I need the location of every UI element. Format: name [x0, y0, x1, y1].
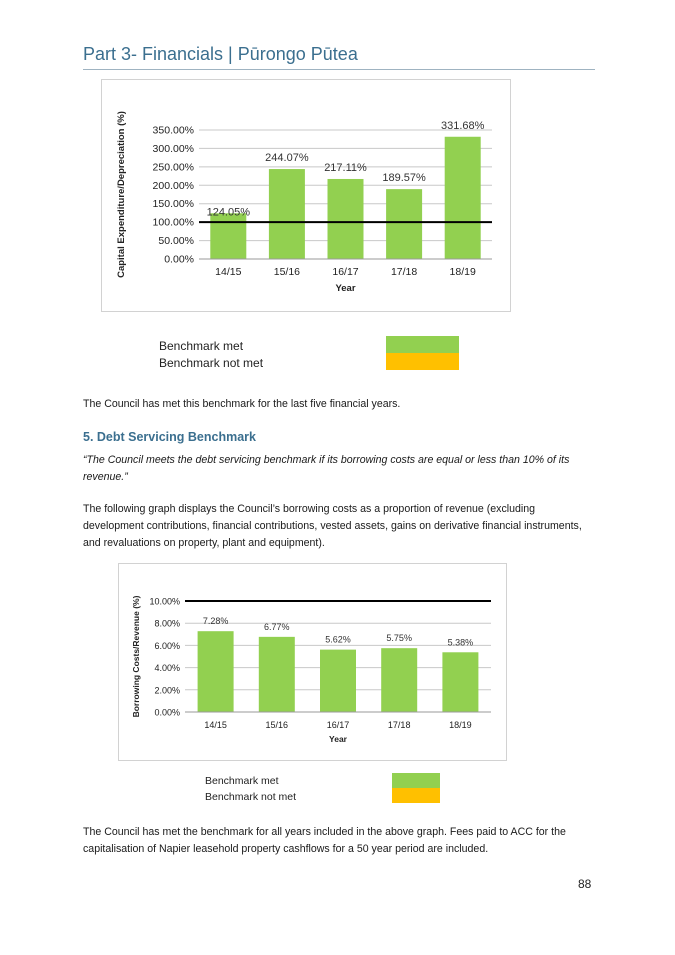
x-axis-title: Year	[329, 734, 347, 744]
bar	[198, 631, 234, 712]
legend-benchmark-met-swatch	[386, 336, 459, 353]
bar	[442, 652, 478, 712]
data-label: 331.68%	[440, 119, 485, 132]
x-tick-label: 17/18	[390, 266, 418, 278]
y-axis-title: Capital Expenditure/Depreciation (%)	[116, 111, 127, 278]
x-tick-label: 15/16	[265, 720, 289, 730]
bar	[269, 169, 305, 259]
data-label: 7.28%	[202, 616, 229, 627]
borrowing-costs-chart	[119, 564, 506, 760]
y-tick-label: 6.00%	[154, 640, 180, 651]
graph-description: The following graph displays the Council’s borrowing costs as a proportion of revenue (excluding development contributions, financial contributions, vested assets, gains on derivative financial instruments, and revaluations on property, plant and equipment).	[83, 503, 582, 549]
y-tick-label: 4.00%	[154, 663, 180, 674]
y-tick-label: 2.00%	[154, 685, 180, 696]
y-axis-title: Borrowing Costs/Revenue (%)	[131, 595, 141, 718]
legend2-benchmark-met-swatch	[392, 773, 440, 788]
capex-chart-frame	[101, 79, 511, 312]
x-tick-label: 18/19	[449, 720, 472, 730]
y-tick-label: 50.00%	[158, 235, 194, 248]
bar	[386, 189, 422, 259]
x-tick-label: 14/15	[215, 266, 242, 278]
data-label: 5.62%	[325, 634, 351, 645]
x-tick-label: 17/18	[387, 720, 411, 730]
legend2-benchmark-met-label: Benchmark met	[205, 775, 279, 787]
bar	[445, 137, 481, 259]
legend2-benchmark-not-met-swatch	[392, 788, 440, 803]
x-tick-label: 18/19	[449, 266, 476, 278]
x-tick-label: 16/17	[326, 720, 350, 730]
data-label: 6.77%	[264, 621, 290, 632]
y-tick-label: 0.00%	[164, 253, 194, 266]
y-tick-label: 100.00%	[152, 216, 194, 229]
x-tick-label: 15/16	[273, 266, 301, 278]
y-tick-label: 0.00%	[154, 707, 180, 718]
bar	[259, 637, 295, 712]
y-tick-label: 10.00%	[149, 596, 180, 607]
legend-benchmark-not-met-swatch	[386, 353, 459, 370]
y-tick-label: 300.00%	[152, 142, 194, 155]
bar	[381, 648, 417, 712]
legend-benchmark-met-label: Benchmark met	[159, 339, 244, 353]
y-tick-label: 250.00%	[152, 161, 194, 174]
data-label: 244.07%	[265, 152, 309, 165]
legend2-benchmark-not-met-label: Benchmark not met	[205, 791, 297, 803]
bar	[210, 213, 246, 259]
y-tick-label: 200.00%	[152, 179, 194, 192]
data-label: 5.75%	[386, 633, 412, 644]
x-tick-label: 14/15	[204, 720, 227, 730]
page-number: 88	[578, 877, 592, 891]
benchmark-met-statement: The Council has met this benchmark for the last five financial years.	[83, 398, 401, 410]
y-tick-label: 8.00%	[154, 618, 180, 629]
bar	[328, 179, 364, 259]
y-tick-label: 350.00%	[152, 124, 194, 137]
data-label: 217.11%	[324, 161, 367, 174]
bar	[320, 650, 356, 712]
y-tick-label: 150.00%	[152, 198, 194, 211]
x-axis-title: Year	[335, 283, 356, 294]
benchmark-quote: “The Council meets the debt servicing benchmark if its borrowing costs are equal or less than 10% of its revenue.”	[83, 454, 570, 483]
capex-depreciation-chart	[102, 80, 510, 311]
page-header-title: Part 3- Financials | Pūrongo Pūtea	[83, 44, 358, 64]
debt-servicing-chart-frame	[118, 563, 507, 761]
data-label: 124.05%	[206, 206, 251, 219]
data-label: 189.57%	[382, 172, 426, 185]
header-divider	[83, 69, 595, 70]
section-heading: 5. Debt Servicing Benchmark	[83, 430, 256, 444]
data-label: 5.38%	[447, 637, 474, 648]
x-tick-label: 16/17	[332, 266, 359, 278]
legend-benchmark-not-met-label: Benchmark not met	[159, 356, 264, 370]
benchmark-all-years-statement: The Council has met the benchmark for all years included in the above graph. Fees paid to ACC for the capitalisation of Napier leasehold property cashflows for a 50 year period are included.	[83, 826, 566, 855]
